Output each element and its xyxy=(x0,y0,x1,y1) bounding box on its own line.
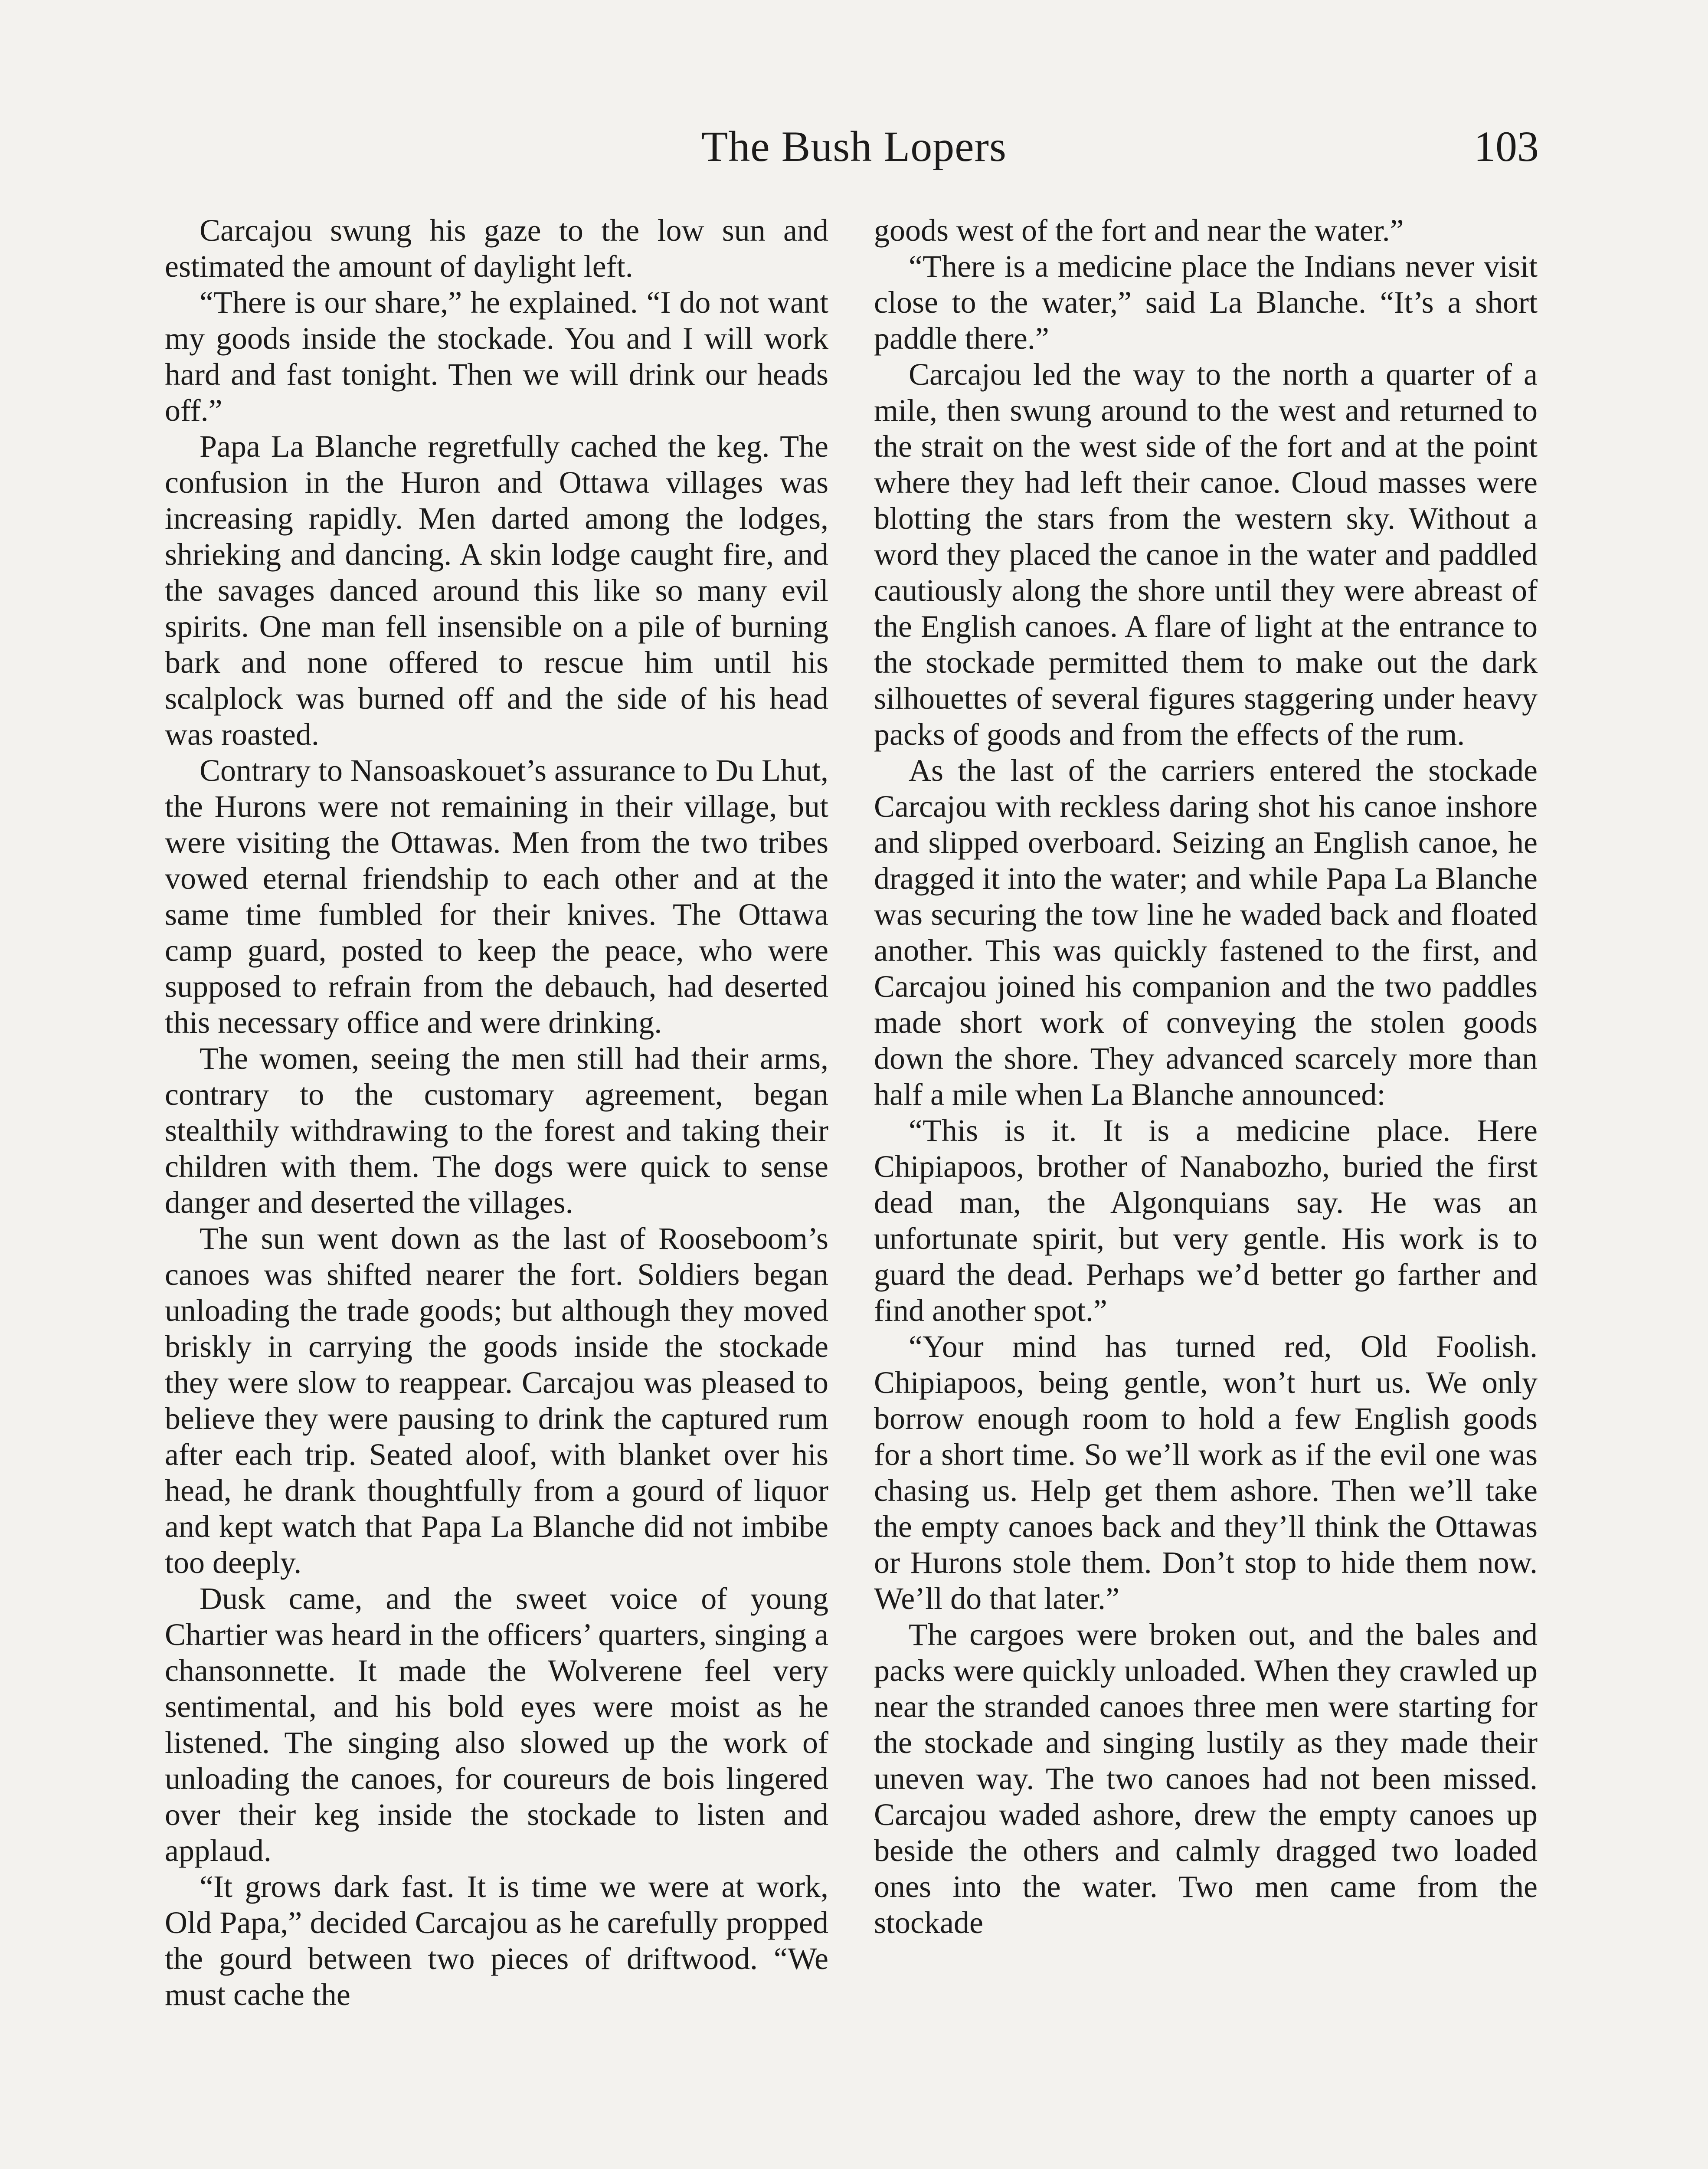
right-column xyxy=(874,213,1538,1941)
paragraph-continued: goods west of the fort and near the water.” xyxy=(874,213,1404,248)
paragraph: Contrary to Nansoaskouet’s assurance to Du Lhut, the Hurons were not remaining in their village, but were visiting the Ottawas. Men from the two tribes vowed eternal friendship to each other and at the same time fumbled for their knives. The Ottawa camp guard, posted to keep the peace, who were supposed to refrain from the debauch, had deserted this necessary office and were drinking. xyxy=(165,753,828,1040)
paragraph: “It grows dark fast. It is time we were at work, Old Papa,” decided Carcajou as he carefully propped the gourd between two pieces of driftwood. “We must cache the xyxy=(165,1869,828,2012)
page-number: 103 xyxy=(1474,122,1539,170)
paragraph: “There is a medicine place the Indians never visit close to the water,” said La Blanche. “It’s a short paddle there.” xyxy=(874,249,1538,356)
page-header xyxy=(165,108,1543,178)
paragraph: Carcajou swung his gaze to the low sun and estimated the amount of daylight left. xyxy=(165,213,828,284)
paragraph: “There is our share,” he explained. “I do not want my goods inside the stockade. You and I will work hard and fast tonight. Then we will drink our heads off.” xyxy=(165,285,828,428)
paragraph: As the last of the carriers entered the stockade Carcajou with reckless daring shot his canoe inshore and slipped overboard. Seizing an English canoe, he dragged it into the water; and while Papa La Blanche was securing the tow line he waded back and floated another. This was quickly fastened to the first, and Carcajou joined his companion and the two paddles made short work of conveying the stolen goods down the shore. They advanced scarcely more than half a mile when La Blanche announced: xyxy=(874,753,1538,1112)
paragraph: The women, seeing the men still had their arms, contrary to the customary agreement, began stealthily withdrawing to the forest and taking their children with them. The dogs were quick to sense danger and deserted the villages. xyxy=(165,1041,828,1220)
paragraph: The sun went down as the last of Rooseboom’s canoes was shifted nearer the fort. Soldiers began unloading the trade goods; but although they moved briskly in carrying the goods inside the stockade they were slow to reappear. Carcajou was pleased to believe they were pausing to drink the captured rum after each trip. Seated aloof, with blanket over his head, he drank thoughtfully from a gourd of liquor and kept watch that Papa La Blanche did not imbibe too deeply. xyxy=(165,1221,828,1580)
left-column xyxy=(165,213,828,2013)
paragraph: Dusk came, and the sweet voice of young Chartier was heard in the officers’ quarters, singing a chansonnette. It made the Wolverene feel very sentimental, and his bold eyes were moist as he listened. The singing also slowed up the work of unloading the canoes, for coureurs de bois lingered over their keg inside the stockade to listen and applaud. xyxy=(165,1581,828,1868)
paragraph: “Your mind has turned red, Old Foolish. Chipiapoos, being gentle, won’t hurt us. We only borrow enough room to hold a few English goods for a short time. So we’ll work as if the evil one was chasing us. Help get them ashore. Then we’ll take the empty canoes back and they’ll think the Ottawas or Hurons stole them. Don’t stop to hide them now. We’ll do that later.” xyxy=(874,1329,1538,1616)
paragraph: “This is it. It is a medicine place. Here Chipiapoos, brother of Nanabozho, buried the first dead man, the Algonquians say. He was an unfortunate spirit, but very gentle. His work is to guard the dead. Perhaps we’d better go farther and find another spot.” xyxy=(874,1113,1538,1328)
running-title: The Bush Lopers xyxy=(701,122,1007,170)
paragraph: Papa La Blanche regretfully cached the keg. The confusion in the Huron and Ottawa villages was increasing rapidly. Men darted among the lodges, shrieking and dancing. A skin lodge caught fire, and the savages danced around this like so many evil spirits. One man fell insensible on a pile of burning bark and none offered to rescue him until his scalplock was burned off and the side of his head was roasted. xyxy=(165,429,828,752)
paragraph: Carcajou led the way to the north a quarter of a mile, then swung around to the west and returned to the strait on the west side of the fort and at the point where they had left their canoe. Cloud masses were blotting the stars from the western sky. Without a word they placed the canoe in the water and paddled cautiously along the shore until they were abreast of the English canoes. A flare of light at the entrance to the stockade permitted them to make out the dark silhouettes of several figures staggering under heavy packs of goods and from the effects of the rum. xyxy=(874,357,1538,752)
paragraph: The cargoes were broken out, and the bales and packs were quickly unloaded. When they crawled up near the stranded canoes three men were starting for the stockade and singing lustily as they made their uneven way. The two canoes had not been missed. Carcajou waded ashore, drew the empty canoes up beside the others and calmly dragged two loaded ones into the water. Two men came from the stockade xyxy=(874,1617,1538,1940)
